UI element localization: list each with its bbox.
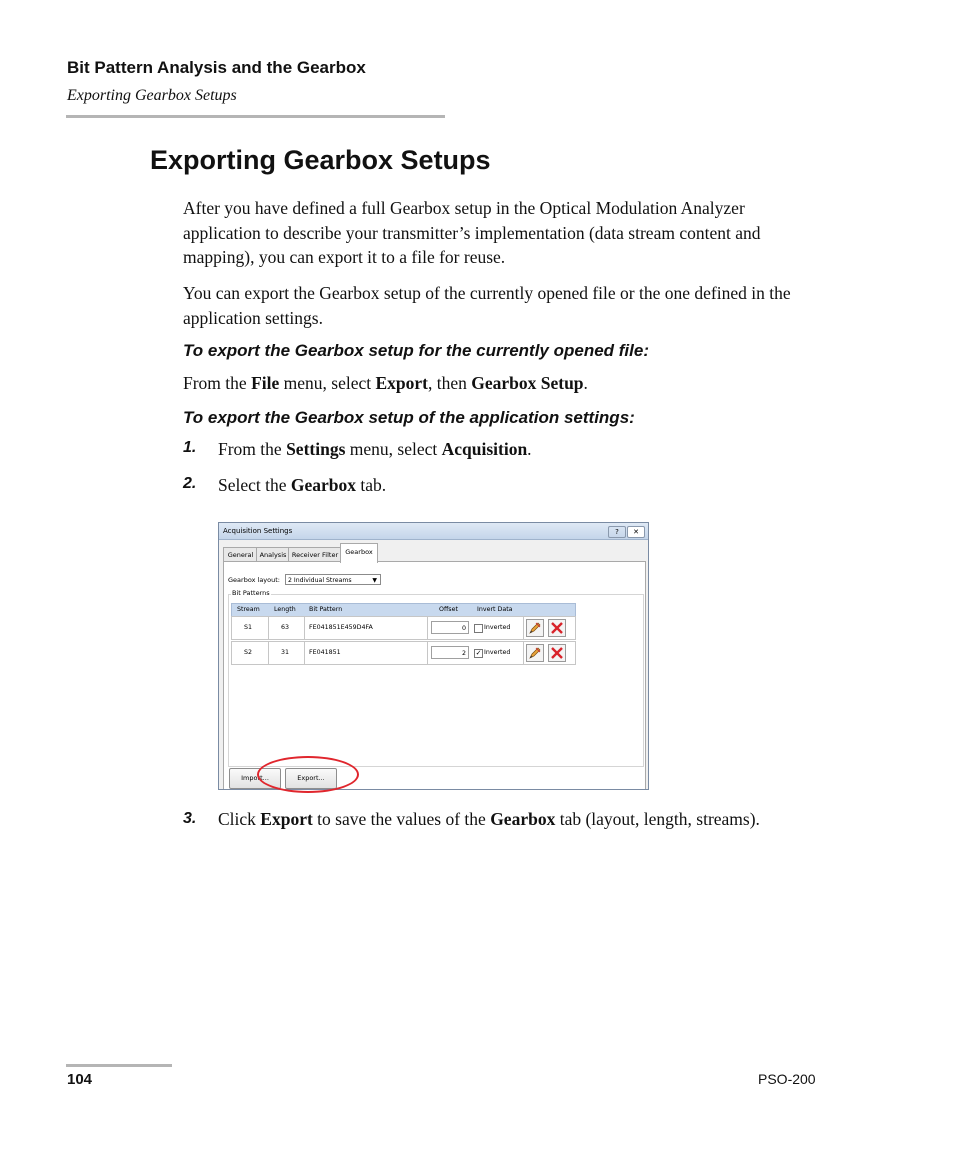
pencil-icon xyxy=(527,620,543,636)
invert-checkbox[interactable]: ✓ xyxy=(475,649,482,657)
export-highlight-circle xyxy=(257,756,359,793)
procedure-1-title: To export the Gearbox setup for the currently opened file: xyxy=(183,341,649,360)
chapter-title: Bit Pattern Analysis and the Gearbox xyxy=(67,58,366,77)
column-offset: Offset xyxy=(439,606,458,613)
column-divider xyxy=(427,642,428,664)
section-subtitle: Exporting Gearbox Setups xyxy=(67,87,237,104)
page-number: 104 xyxy=(67,1071,93,1088)
step-2-text: Select the Gearbox tab. xyxy=(218,475,387,495)
tab-analysis[interactable]: Analysis xyxy=(256,547,290,562)
procedure-1-text: From the File menu, select Export, then Gearbox Setup. xyxy=(183,373,588,393)
page-heading: Exporting Gearbox Setups xyxy=(150,145,491,175)
import-button[interactable]: Import... xyxy=(229,768,281,789)
header-rule xyxy=(66,115,445,118)
help-button[interactable]: ? xyxy=(608,526,626,538)
procedure-2-title: To export the Gearbox setup of the application settings: xyxy=(183,408,635,427)
column-divider xyxy=(304,617,305,639)
step-3-number: 3. xyxy=(183,810,197,827)
tab-receiver-filter[interactable]: Receiver Filter xyxy=(288,547,342,562)
tab-gearbox[interactable]: Gearbox xyxy=(340,543,378,563)
bit-patterns-table-header xyxy=(231,603,576,617)
invert-label: Inverted xyxy=(484,649,511,656)
product-name: PSO-200 xyxy=(758,1071,816,1087)
intro-paragraph-2: You can export the Gearbox setup of the currently opened file or the one defined in the application settings. xyxy=(183,283,791,328)
gearbox-layout-value: 2 Individual Streams xyxy=(288,577,352,584)
dialog-title-bar xyxy=(219,523,648,540)
red-x-icon xyxy=(549,645,565,661)
gearbox-layout-label: Gearbox layout: xyxy=(228,576,280,584)
column-divider xyxy=(523,642,524,664)
invert-label: Inverted xyxy=(484,624,511,631)
column-length: Length xyxy=(274,606,296,613)
stream-cell: S1 xyxy=(244,624,253,631)
stream-cell: S2 xyxy=(244,649,253,656)
column-divider xyxy=(304,642,305,664)
edit-pattern-button[interactable] xyxy=(526,619,544,637)
pencil-icon xyxy=(527,645,543,661)
step-1-number: 1. xyxy=(183,439,197,456)
footer-rule xyxy=(66,1064,172,1067)
delete-stream-button[interactable] xyxy=(548,619,566,637)
edit-pattern-button[interactable] xyxy=(526,644,544,662)
bit-patterns-label: Bit Patterns xyxy=(232,589,270,597)
offset-input[interactable]: 2 xyxy=(431,646,469,659)
column-divider xyxy=(427,617,428,639)
column-invert-data: Invert Data xyxy=(477,606,513,613)
column-divider xyxy=(268,617,269,639)
step-3-text: Click Export to save the values of the Gearbox tab (layout, length, streams). xyxy=(218,809,760,829)
acquisition-settings-dialog xyxy=(218,522,649,790)
intro-paragraph-1: After you have defined a full Gearbox setup in the Optical Modulation Analyzer application to describe your transmitter’s implementation (data stream content and mapping), you can export it to a file for reuse. xyxy=(183,198,761,267)
delete-stream-button[interactable] xyxy=(548,644,566,662)
offset-input[interactable]: 0 xyxy=(431,621,469,634)
red-x-icon xyxy=(549,620,565,636)
gearbox-layout-select[interactable] xyxy=(285,574,381,585)
step-2-number: 2. xyxy=(183,475,197,492)
length-cell: 31 xyxy=(281,649,290,656)
invert-checkbox[interactable] xyxy=(474,624,483,633)
column-divider xyxy=(268,642,269,664)
step-1-text: From the Settings menu, select Acquisition. xyxy=(218,439,532,459)
column-stream: Stream xyxy=(237,606,260,613)
close-button[interactable]: ✕ xyxy=(627,526,645,538)
column-divider xyxy=(523,617,524,639)
dropdown-arrow-icon: ▼ xyxy=(372,577,377,584)
tab-general[interactable]: General xyxy=(223,547,258,562)
export-button[interactable]: Export... xyxy=(285,768,337,789)
bit-pattern-cell: FE041851 xyxy=(309,649,341,656)
column-bit-pattern: Bit Pattern xyxy=(309,606,343,613)
table-row[interactable] xyxy=(231,641,576,665)
dialog-title: Acquisition Settings xyxy=(223,527,293,535)
length-cell: 63 xyxy=(281,624,290,631)
table-row[interactable] xyxy=(231,616,576,640)
bit-pattern-cell: FE041851E459D4FA xyxy=(309,624,373,631)
